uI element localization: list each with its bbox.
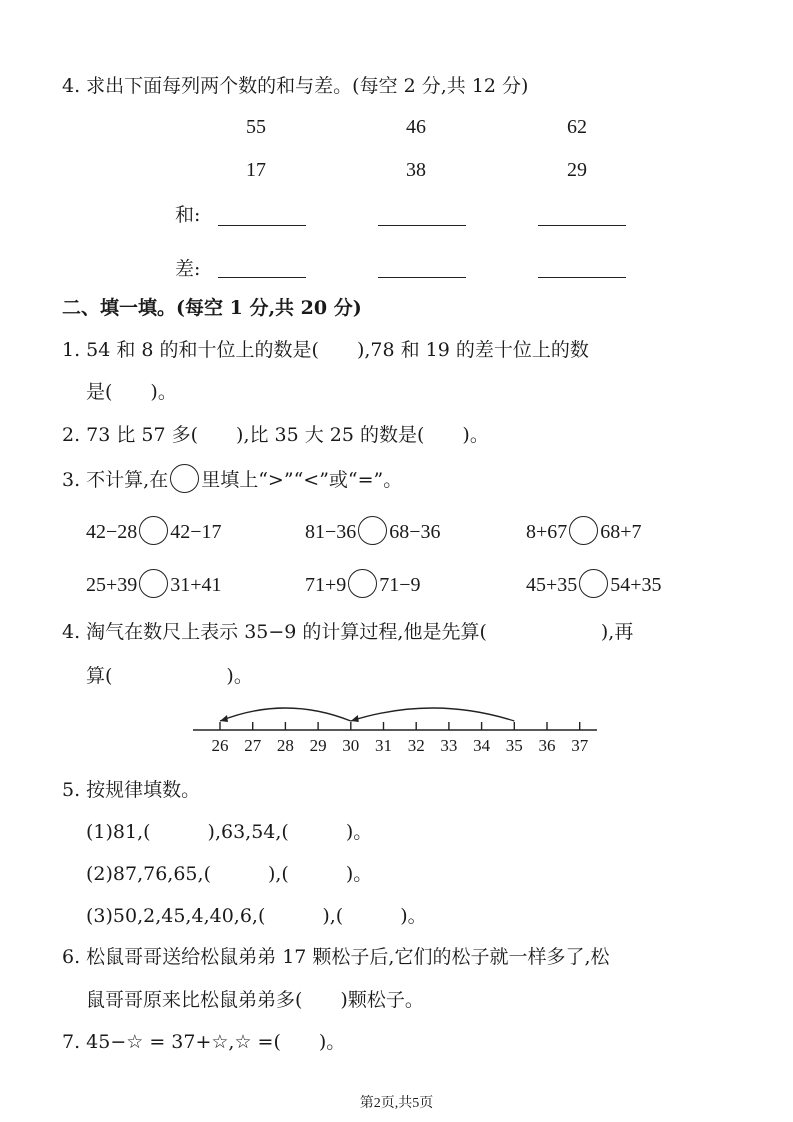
compare-item-1 — [86, 520, 222, 545]
q3-post: 里填上“>”“<”或“=”。 — [201, 469, 403, 491]
compare-1-right: 42−17 — [170, 521, 222, 543]
q5-1: (1)81,( ),63,54,( )。 — [86, 821, 373, 843]
q3-pre: 3. 不计算,在 — [62, 469, 169, 491]
q5-heading: 5. 按规律填数。 — [62, 779, 201, 801]
page-footer: 第2页,共5页 — [359, 1096, 434, 1111]
part-2-heading: 二、填一填。(每空 1 分,共 20 分) — [62, 297, 362, 319]
q1-line1: 1. 54 和 8 的和十位上的数是( ),78 和 19 的差十位上的数 — [62, 339, 589, 361]
compare-6-circle[interactable] — [579, 569, 608, 598]
ruler-tick-label: 32 — [407, 736, 425, 755]
diff-label: 差: — [175, 258, 201, 280]
compare-3-circle[interactable] — [569, 516, 598, 545]
arrow-head-1 — [351, 715, 359, 722]
compare-item-6 — [526, 573, 662, 598]
ruler-tick-label: 31 — [375, 736, 392, 755]
diff-blank-1[interactable] — [218, 277, 306, 278]
compare-2-right: 68−36 — [389, 521, 441, 543]
ruler-tick-label: 29 — [309, 736, 327, 755]
ruler-tick-label: 33 — [440, 736, 458, 755]
number-ruler — [190, 700, 600, 760]
question-4-heading: 4. 求出下面每列两个数的和与差。(每空 2 分,共 12 分) — [62, 75, 529, 97]
q4-line1: 4. 淘气在数尺上表示 35−9 的计算过程,他是先算( ),再 — [62, 621, 634, 643]
q4-line2: 算( )。 — [86, 665, 253, 687]
compare-6-right: 54+35 — [610, 574, 662, 596]
compare-4-left: 25+39 — [86, 574, 138, 596]
diff-blank-2[interactable] — [378, 277, 466, 278]
ruler-tick-label: 35 — [505, 736, 523, 755]
compare-item-2 — [305, 520, 441, 545]
ruler-tick-label: 28 — [276, 736, 294, 755]
q7: 7. 45−☆ = 37+☆,☆ =( )。 — [62, 1031, 346, 1053]
sum-label: 和: — [175, 204, 201, 226]
compare-3-right: 68+7 — [600, 521, 642, 543]
jump-arc-2 — [220, 708, 351, 721]
circle-icon — [170, 464, 199, 493]
ruler-tick-label: 30 — [342, 736, 360, 755]
compare-5-left: 71+9 — [305, 574, 347, 596]
compare-2-circle[interactable] — [358, 516, 387, 545]
compare-1-left: 42−28 — [86, 521, 138, 543]
ruler-tick-label: 27 — [244, 736, 262, 755]
sum-blank-2[interactable] — [378, 225, 466, 226]
ruler-tick-label: 37 — [571, 736, 589, 755]
col3-top: 62 — [567, 116, 587, 138]
diff-blank-3[interactable] — [538, 277, 626, 278]
col2-top: 46 — [406, 116, 426, 138]
q5-2: (2)87,76,65,( ),( )。 — [86, 863, 373, 885]
compare-2-left: 81−36 — [305, 521, 357, 543]
compare-4-circle[interactable] — [139, 569, 168, 598]
col1-bottom: 17 — [246, 159, 266, 181]
sum-blank-3[interactable] — [538, 225, 626, 226]
ruler-tick-label: 34 — [473, 736, 491, 755]
ruler-tick-label: 36 — [538, 736, 556, 755]
compare-4-right: 31+41 — [170, 574, 222, 596]
q5-3: (3)50,2,45,4,40,6,( ),( )。 — [86, 905, 427, 927]
q6-line1: 6. 松鼠哥哥送给松鼠弟弟 17 颗松子后,它们的松子就一样多了,松 — [62, 946, 610, 968]
compare-item-4 — [86, 573, 222, 598]
jump-arc-1 — [351, 708, 515, 721]
q2: 2. 73 比 57 多( ),比 35 大 25 的数是( )。 — [62, 424, 489, 446]
arrow-head-2 — [220, 715, 228, 722]
compare-3-left: 8+67 — [526, 521, 568, 543]
compare-item-3 — [526, 520, 642, 545]
col2-bottom: 38 — [406, 159, 426, 181]
compare-item-5 — [305, 573, 421, 598]
compare-1-circle[interactable] — [139, 516, 168, 545]
col1-top: 55 — [246, 116, 266, 138]
q3-instruction — [62, 468, 402, 493]
ruler-tick-label: 26 — [211, 736, 229, 755]
compare-6-left: 45+35 — [526, 574, 578, 596]
q1-line2: 是( )。 — [86, 381, 177, 403]
sum-blank-1[interactable] — [218, 225, 306, 226]
col3-bottom: 29 — [567, 159, 587, 181]
compare-5-right: 71−9 — [379, 574, 421, 596]
q6-line2: 鼠哥哥原来比松鼠弟弟多( )颗松子。 — [86, 989, 424, 1011]
compare-5-circle[interactable] — [348, 569, 377, 598]
